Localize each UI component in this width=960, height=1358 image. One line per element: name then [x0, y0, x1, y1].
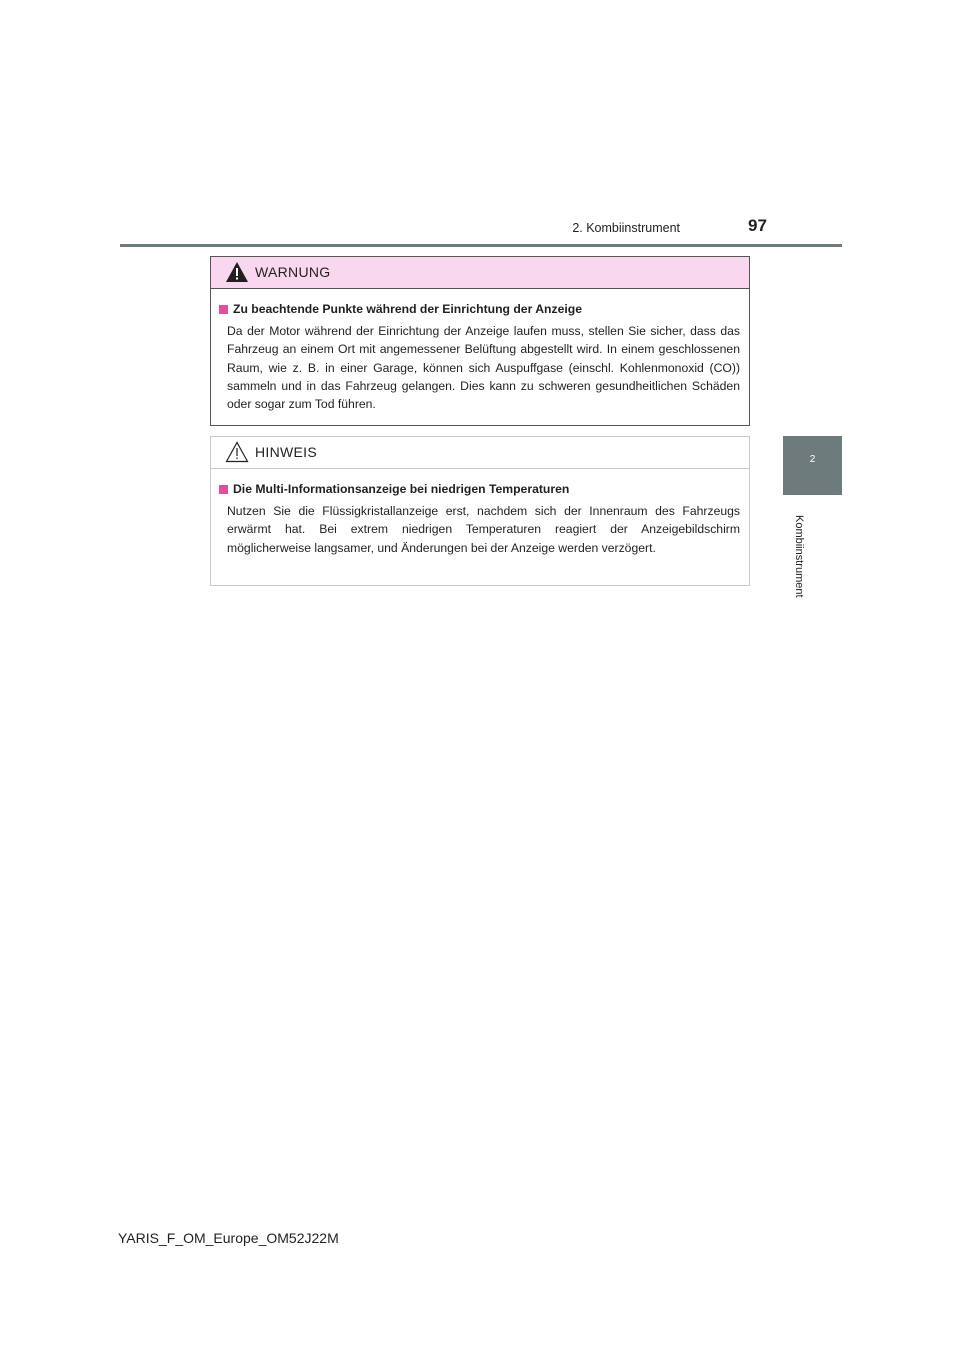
chapter-number: 2: [809, 454, 816, 465]
document-code: YARIS_F_OM_Europe_OM52J22M: [118, 1230, 339, 1246]
notice-item-text: Nutzen Sie die Flüssigkristallanzeige erst, nachdem sich der Innenraum des Fahrzeugs erwärmt hat. Bei extrem niedrigen Temperaturen reagiert der Anzeigebildschirm möglicherweise langsamer, und Änderungen bei der Anzeige werden verzögert.: [227, 504, 740, 555]
notice-body: [211, 469, 749, 557]
warning-header: [211, 257, 749, 289]
notice-header: [211, 437, 749, 469]
warning-item-heading: [219, 300, 740, 318]
notice-item-heading: [219, 480, 740, 498]
warning-title: WARNUNG: [255, 264, 331, 280]
section-title: 2. Kombiinstrument: [572, 221, 680, 235]
warning-item-text: Da der Motor während der Einrichtung der Anzeige laufen muss, stellen Sie sicher, dass das Fahrzeug an einem Ort mit angemessener Belüftung abgestellt wird. In einem geschlossenen Raum, wie z. B. in einer Garage, können sich Auspuffgase (einschl. Kohlenmonoxid (CO)) sammeln und in das Fahrzeug gelangen. Dies kann zu schweren gesundheitlichen Schäden oder sogar zum Tod führen.: [227, 324, 740, 412]
warning-triangle-outline-icon: [225, 441, 249, 463]
square-bullet-icon: [219, 305, 228, 314]
notice-title: HINWEIS: [255, 444, 317, 460]
notice-item-title: Die Multi-Informationsanzeige bei niedrigen Temperaturen: [233, 482, 570, 496]
header-rule: [120, 244, 842, 247]
chapter-tab[interactable]: [783, 436, 842, 495]
square-bullet-icon: [219, 485, 228, 494]
warning-item-title: Zu beachtende Punkte während der Einrichtung der Anzeige: [233, 302, 582, 316]
chapter-label: Kombiinstrument: [793, 515, 805, 598]
notice-box: [210, 436, 750, 586]
warning-triangle-filled-icon: [225, 261, 249, 283]
page-number: 97: [748, 216, 767, 235]
warning-box: [210, 256, 750, 426]
warning-body: [211, 289, 749, 413]
